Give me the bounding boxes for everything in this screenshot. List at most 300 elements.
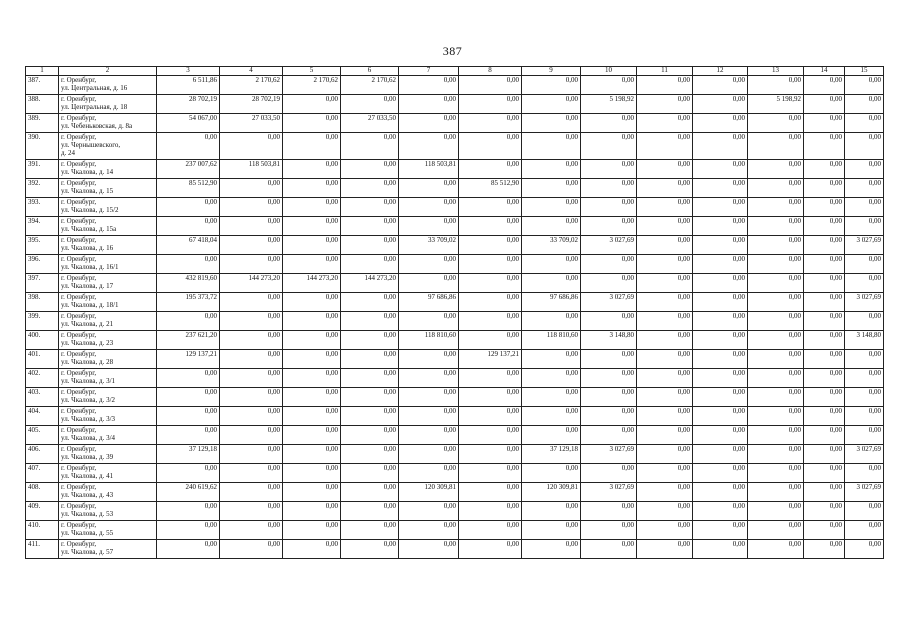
value-cell: 0,00 <box>157 198 220 217</box>
value-cell: 0,00 <box>748 445 804 464</box>
value-cell: 0,00 <box>581 521 637 540</box>
value-cell: 0,00 <box>283 502 341 521</box>
value-cell: 0,00 <box>804 369 845 388</box>
value-cell: 0,00 <box>399 407 459 426</box>
row-number: 397. <box>26 274 59 293</box>
value-cell: 0,00 <box>748 133 804 160</box>
value-cell: 0,00 <box>804 236 845 255</box>
value-cell: 0,00 <box>845 388 884 407</box>
value-cell: 0,00 <box>804 255 845 274</box>
value-cell: 0,00 <box>341 293 399 312</box>
value-cell: 0,00 <box>581 464 637 483</box>
row-number: 405. <box>26 426 59 445</box>
value-cell: 0,00 <box>845 540 884 559</box>
address-line: г. Оренбург, <box>61 160 97 168</box>
value-cell: 33 709,02 <box>522 236 581 255</box>
value-cell: 0,00 <box>220 236 283 255</box>
value-cell: 0,00 <box>341 369 399 388</box>
value-cell: 0,00 <box>581 312 637 331</box>
value-cell: 0,00 <box>804 293 845 312</box>
value-cell: 0,00 <box>581 274 637 293</box>
value-cell: 0,00 <box>399 350 459 369</box>
column-header: 15 <box>845 67 884 76</box>
value-cell: 0,00 <box>399 114 459 133</box>
row-number: 401. <box>26 350 59 369</box>
value-cell: 0,00 <box>804 274 845 293</box>
value-cell: 0,00 <box>637 179 693 198</box>
table-row <box>26 95 884 114</box>
value-cell: 0,00 <box>459 369 522 388</box>
value-cell: 0,00 <box>693 540 748 559</box>
value-cell: 0,00 <box>341 521 399 540</box>
address-line: г. Оренбург, <box>61 76 97 84</box>
value-cell: 0,00 <box>748 388 804 407</box>
value-cell: 237 621,20 <box>157 331 220 350</box>
address-cell <box>59 350 157 369</box>
address-cell <box>59 293 157 312</box>
column-header: 6 <box>341 67 399 76</box>
value-cell: 0,00 <box>399 76 459 95</box>
value-cell: 0,00 <box>522 426 581 445</box>
value-cell: 0,00 <box>459 95 522 114</box>
value-cell: 0,00 <box>637 521 693 540</box>
value-cell: 54 067,00 <box>157 114 220 133</box>
value-cell: 0,00 <box>804 179 845 198</box>
value-cell: 0,00 <box>804 95 845 114</box>
address-line: г. Оренбург, <box>61 95 97 103</box>
value-cell: 118 503,81 <box>399 160 459 179</box>
value-cell: 0,00 <box>804 160 845 179</box>
value-cell: 0,00 <box>637 95 693 114</box>
value-cell: 0,00 <box>804 198 845 217</box>
address-line: г. Оренбург, <box>61 540 97 548</box>
value-cell: 0,00 <box>399 198 459 217</box>
value-cell: 0,00 <box>341 502 399 521</box>
value-cell: 0,00 <box>845 312 884 331</box>
value-cell: 0,00 <box>283 133 341 160</box>
value-cell: 0,00 <box>283 236 341 255</box>
value-cell: 0,00 <box>341 160 399 179</box>
value-cell: 0,00 <box>459 160 522 179</box>
value-cell: 0,00 <box>399 388 459 407</box>
value-cell: 0,00 <box>459 445 522 464</box>
value-cell: 0,00 <box>581 179 637 198</box>
value-cell: 0,00 <box>522 114 581 133</box>
table-row <box>26 236 884 255</box>
address-cell <box>59 407 157 426</box>
table-row <box>26 502 884 521</box>
column-header: 3 <box>157 67 220 76</box>
value-cell: 0,00 <box>522 540 581 559</box>
address-line: г. Оренбург, <box>61 312 97 320</box>
value-cell: 0,00 <box>522 133 581 160</box>
value-cell: 0,00 <box>637 76 693 95</box>
address-line: ул. Чкалова, д. 15 <box>61 187 114 195</box>
row-number: 396. <box>26 255 59 274</box>
address-line: ул. Чкалова, д. 3/2 <box>61 396 116 404</box>
value-cell: 0,00 <box>399 369 459 388</box>
value-cell: 0,00 <box>637 502 693 521</box>
value-cell: 0,00 <box>581 407 637 426</box>
value-cell: 144 273,20 <box>283 274 341 293</box>
address-line: д. 24 <box>61 149 76 157</box>
address-line: ул. Чкалова, д. 41 <box>61 472 114 480</box>
row-number: 409. <box>26 502 59 521</box>
value-cell: 0,00 <box>220 483 283 502</box>
row-number: 387. <box>26 76 59 95</box>
value-cell: 0,00 <box>693 350 748 369</box>
value-cell: 0,00 <box>845 179 884 198</box>
address-line: г. Оренбург, <box>61 331 97 339</box>
value-cell: 0,00 <box>748 179 804 198</box>
value-cell: 0,00 <box>845 350 884 369</box>
value-cell: 0,00 <box>804 521 845 540</box>
value-cell: 0,00 <box>748 407 804 426</box>
value-cell: 0,00 <box>637 540 693 559</box>
address-line: ул. Чкалова, д. 28 <box>61 358 114 366</box>
value-cell: 0,00 <box>399 179 459 198</box>
value-cell: 0,00 <box>341 236 399 255</box>
value-cell: 3 027,69 <box>581 236 637 255</box>
value-cell: 0,00 <box>283 483 341 502</box>
value-cell: 0,00 <box>581 198 637 217</box>
value-cell: 3 027,69 <box>845 293 884 312</box>
address-line: ул. Чернышевского, <box>61 141 121 149</box>
value-cell: 85 512,90 <box>459 179 522 198</box>
value-cell: 0,00 <box>845 274 884 293</box>
value-cell: 0,00 <box>637 369 693 388</box>
value-cell: 0,00 <box>220 407 283 426</box>
value-cell: 0,00 <box>220 350 283 369</box>
value-cell: 3 027,69 <box>581 445 637 464</box>
value-cell: 0,00 <box>522 76 581 95</box>
value-cell: 0,00 <box>399 464 459 483</box>
value-cell: 0,00 <box>522 217 581 236</box>
row-number: 406. <box>26 445 59 464</box>
value-cell: 0,00 <box>220 369 283 388</box>
value-cell: 0,00 <box>748 426 804 445</box>
value-cell: 0,00 <box>522 160 581 179</box>
column-header: 8 <box>459 67 522 76</box>
value-cell: 0,00 <box>581 160 637 179</box>
row-number: 407. <box>26 464 59 483</box>
column-header: 10 <box>581 67 637 76</box>
table-row <box>26 133 884 160</box>
value-cell: 0,00 <box>804 76 845 95</box>
value-cell: 0,00 <box>459 407 522 426</box>
value-cell: 0,00 <box>341 312 399 331</box>
value-cell: 0,00 <box>341 95 399 114</box>
table-row <box>26 312 884 331</box>
value-cell: 0,00 <box>637 114 693 133</box>
value-cell: 0,00 <box>637 236 693 255</box>
value-cell: 37 129,18 <box>522 445 581 464</box>
value-cell: 0,00 <box>693 217 748 236</box>
address-line: ул. Чкалова, д. 43 <box>61 491 114 499</box>
value-cell: 0,00 <box>341 350 399 369</box>
value-cell: 0,00 <box>220 217 283 236</box>
value-cell: 0,00 <box>845 407 884 426</box>
row-number: 392. <box>26 179 59 198</box>
value-cell: 0,00 <box>845 160 884 179</box>
value-cell: 0,00 <box>283 179 341 198</box>
value-cell: 0,00 <box>157 133 220 160</box>
column-header: 12 <box>693 67 748 76</box>
value-cell: 0,00 <box>748 198 804 217</box>
value-cell: 0,00 <box>220 426 283 445</box>
value-cell: 0,00 <box>693 274 748 293</box>
address-line: ул. Чкалова, д. 3/3 <box>61 415 116 423</box>
value-cell: 0,00 <box>693 407 748 426</box>
value-cell: 0,00 <box>845 369 884 388</box>
row-number: 393. <box>26 198 59 217</box>
value-cell: 0,00 <box>522 179 581 198</box>
address-line: г. Оренбург, <box>61 483 97 491</box>
address-cell <box>59 388 157 407</box>
address-line: ул. Центральная, д. 18 <box>61 103 128 111</box>
value-cell: 0,00 <box>157 388 220 407</box>
address-line: г. Оренбург, <box>61 369 97 377</box>
value-cell: 0,00 <box>283 464 341 483</box>
address-line: ул. Чкалова, д. 3/4 <box>61 434 116 442</box>
column-header: 9 <box>522 67 581 76</box>
address-cell <box>59 331 157 350</box>
value-cell: 0,00 <box>637 217 693 236</box>
value-cell: 0,00 <box>693 255 748 274</box>
value-cell: 0,00 <box>748 502 804 521</box>
value-cell: 0,00 <box>845 114 884 133</box>
value-cell: 97 686,86 <box>399 293 459 312</box>
value-cell: 0,00 <box>157 217 220 236</box>
row-number: 388. <box>26 95 59 114</box>
address-line: ул. Чкалова, д. 15/2 <box>61 206 119 214</box>
value-cell: 0,00 <box>693 521 748 540</box>
value-cell: 118 810,60 <box>399 331 459 350</box>
address-line: г. Оренбург, <box>61 388 97 396</box>
value-cell: 3 027,69 <box>581 483 637 502</box>
value-cell: 237 007,62 <box>157 160 220 179</box>
value-cell: 0,00 <box>845 502 884 521</box>
value-cell: 0,00 <box>399 445 459 464</box>
value-cell: 0,00 <box>748 76 804 95</box>
row-number: 410. <box>26 521 59 540</box>
value-cell: 2 170,62 <box>283 76 341 95</box>
value-cell: 0,00 <box>459 76 522 95</box>
value-cell: 0,00 <box>804 426 845 445</box>
value-cell: 0,00 <box>637 160 693 179</box>
row-number: 411. <box>26 540 59 559</box>
row-number: 394. <box>26 217 59 236</box>
table-row <box>26 464 884 483</box>
column-header: 4 <box>220 67 283 76</box>
address-line: ул. Чкалова, д. 14 <box>61 168 114 176</box>
value-cell: 0,00 <box>341 388 399 407</box>
address-line: г. Оренбург, <box>61 445 97 453</box>
value-cell: 97 686,86 <box>522 293 581 312</box>
value-cell: 0,00 <box>581 426 637 445</box>
value-cell: 0,00 <box>459 217 522 236</box>
value-cell: 0,00 <box>341 198 399 217</box>
value-cell: 0,00 <box>637 255 693 274</box>
value-cell: 0,00 <box>522 274 581 293</box>
value-cell: 67 418,04 <box>157 236 220 255</box>
address-line: г. Оренбург, <box>61 198 97 206</box>
row-number: 408. <box>26 483 59 502</box>
value-cell: 0,00 <box>637 274 693 293</box>
value-cell: 0,00 <box>283 521 341 540</box>
table-row <box>26 76 884 95</box>
value-cell: 0,00 <box>157 255 220 274</box>
value-cell: 144 273,20 <box>341 274 399 293</box>
value-cell: 0,00 <box>157 426 220 445</box>
value-cell: 0,00 <box>581 350 637 369</box>
table-row <box>26 114 884 133</box>
value-cell: 118 503,81 <box>220 160 283 179</box>
address-line: ул. Чкалова, д. 3/1 <box>61 377 116 385</box>
address-cell <box>59 521 157 540</box>
value-cell: 0,00 <box>220 133 283 160</box>
value-cell: 0,00 <box>522 464 581 483</box>
value-cell: 0,00 <box>283 388 341 407</box>
address-line: ул. Чкалова, д. 17 <box>61 282 114 290</box>
value-cell: 0,00 <box>157 407 220 426</box>
value-cell: 0,00 <box>693 312 748 331</box>
value-cell: 0,00 <box>341 540 399 559</box>
value-cell: 144 273,20 <box>220 274 283 293</box>
address-cell <box>59 369 157 388</box>
address-cell <box>59 483 157 502</box>
table-row <box>26 407 884 426</box>
value-cell: 0,00 <box>459 274 522 293</box>
address-line: ул. Чкалова, д. 15а <box>61 225 117 233</box>
value-cell: 0,00 <box>693 179 748 198</box>
column-header: 1 <box>26 67 59 76</box>
address-line: г. Оренбург, <box>61 217 97 225</box>
value-cell: 0,00 <box>341 445 399 464</box>
value-cell: 0,00 <box>341 426 399 445</box>
table-header-row <box>26 67 884 76</box>
value-cell: 0,00 <box>581 76 637 95</box>
value-cell: 0,00 <box>637 350 693 369</box>
value-cell: 0,00 <box>399 312 459 331</box>
value-cell: 0,00 <box>637 483 693 502</box>
address-line: г. Оренбург, <box>61 464 97 472</box>
value-cell: 3 027,69 <box>845 483 884 502</box>
value-cell: 0,00 <box>637 331 693 350</box>
value-cell: 0,00 <box>283 217 341 236</box>
value-cell: 3 027,69 <box>845 236 884 255</box>
value-cell: 0,00 <box>804 407 845 426</box>
value-cell: 0,00 <box>637 407 693 426</box>
value-cell: 0,00 <box>748 217 804 236</box>
address-line: г. Оренбург, <box>61 236 97 244</box>
address-line: г. Оренбург, <box>61 255 97 263</box>
value-cell: 0,00 <box>341 331 399 350</box>
value-cell: 0,00 <box>693 331 748 350</box>
value-cell: 120 309,81 <box>522 483 581 502</box>
address-line: г. Оренбург, <box>61 293 97 301</box>
value-cell: 0,00 <box>748 274 804 293</box>
value-cell: 27 033,50 <box>341 114 399 133</box>
value-cell: 0,00 <box>748 312 804 331</box>
page-number: 387 <box>442 44 463 58</box>
table-row <box>26 179 884 198</box>
value-cell: 0,00 <box>522 388 581 407</box>
value-cell: 0,00 <box>283 369 341 388</box>
address-cell <box>59 255 157 274</box>
address-line: г. Оренбург, <box>61 521 97 529</box>
row-number: 402. <box>26 369 59 388</box>
table-row <box>26 217 884 236</box>
value-cell: 28 702,19 <box>157 95 220 114</box>
column-header: 2 <box>59 67 157 76</box>
value-cell: 0,00 <box>804 331 845 350</box>
column-header: 5 <box>283 67 341 76</box>
value-cell: 0,00 <box>283 350 341 369</box>
value-cell: 0,00 <box>804 540 845 559</box>
value-cell: 0,00 <box>522 95 581 114</box>
value-cell: 120 309,81 <box>399 483 459 502</box>
address-cell <box>59 133 157 160</box>
value-cell: 0,00 <box>283 426 341 445</box>
value-cell: 0,00 <box>157 369 220 388</box>
address-cell <box>59 445 157 464</box>
value-cell: 0,00 <box>283 445 341 464</box>
row-number: 400. <box>26 331 59 350</box>
value-cell: 0,00 <box>220 293 283 312</box>
address-line: г. Оренбург, <box>61 133 97 141</box>
value-cell: 3 027,69 <box>581 293 637 312</box>
value-cell: 0,00 <box>459 388 522 407</box>
value-cell: 0,00 <box>459 331 522 350</box>
value-cell: 0,00 <box>157 540 220 559</box>
value-cell: 0,00 <box>341 179 399 198</box>
value-cell: 5 198,92 <box>581 95 637 114</box>
row-number: 403. <box>26 388 59 407</box>
value-cell: 2 170,62 <box>220 76 283 95</box>
value-cell: 0,00 <box>220 179 283 198</box>
value-cell: 0,00 <box>581 133 637 160</box>
address-line: г. Оренбург, <box>61 502 97 510</box>
table-row <box>26 198 884 217</box>
value-cell: 0,00 <box>220 464 283 483</box>
value-cell: 0,00 <box>220 445 283 464</box>
value-cell: 118 810,60 <box>522 331 581 350</box>
row-number: 399. <box>26 312 59 331</box>
value-cell: 0,00 <box>845 133 884 160</box>
value-cell: 0,00 <box>459 312 522 331</box>
table-row <box>26 369 884 388</box>
table-row <box>26 445 884 464</box>
table-row <box>26 255 884 274</box>
row-number: 390. <box>26 133 59 160</box>
value-cell: 28 702,19 <box>220 95 283 114</box>
value-cell: 0,00 <box>693 502 748 521</box>
value-cell: 0,00 <box>748 160 804 179</box>
address-line: ул. Чкалова, д. 39 <box>61 453 114 461</box>
value-cell: 0,00 <box>220 198 283 217</box>
table-row <box>26 350 884 369</box>
value-cell: 0,00 <box>748 255 804 274</box>
value-cell: 0,00 <box>459 464 522 483</box>
value-cell: 0,00 <box>522 198 581 217</box>
value-cell: 432 819,60 <box>157 274 220 293</box>
value-cell: 0,00 <box>693 76 748 95</box>
value-cell: 0,00 <box>637 445 693 464</box>
value-cell: 0,00 <box>399 217 459 236</box>
value-cell: 0,00 <box>693 426 748 445</box>
value-cell: 0,00 <box>581 388 637 407</box>
